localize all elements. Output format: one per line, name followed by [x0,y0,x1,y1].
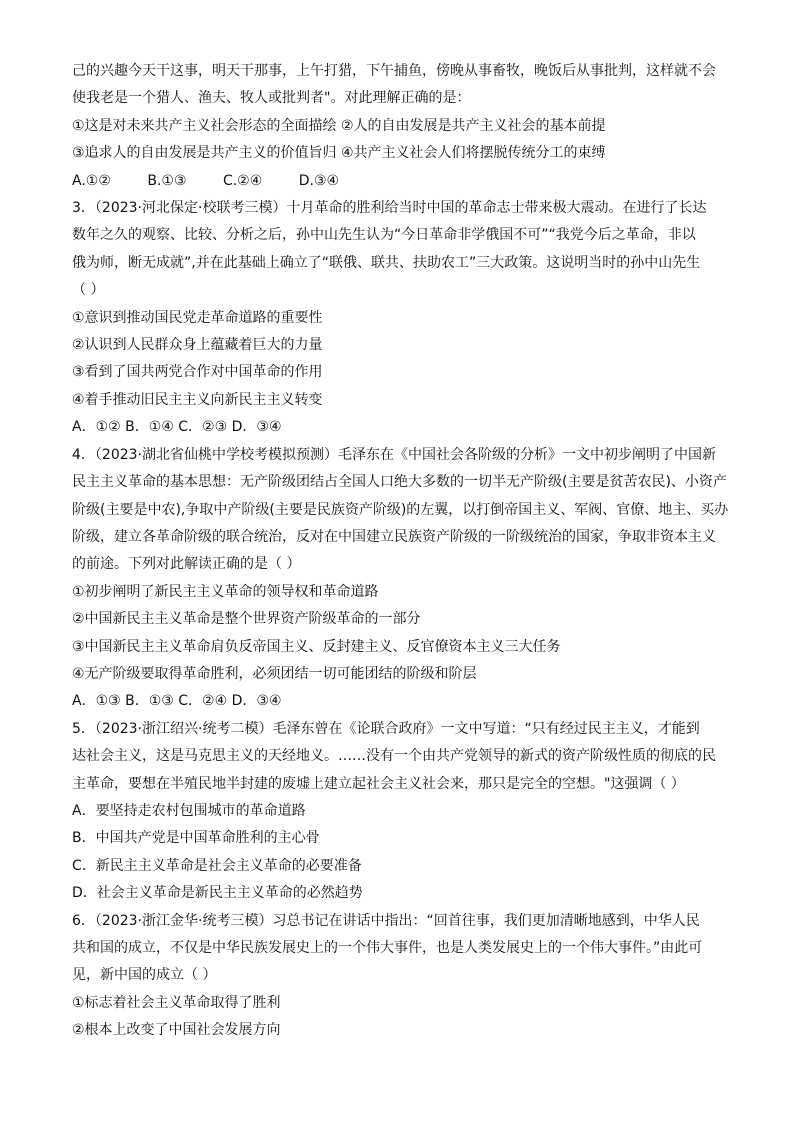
q6-stem-line: 共和国的成立，不仅是中华民族发展史上的一个伟大事件，也是人类发展史上的一个伟大事件。”由此可 [72,940,703,956]
q3-number: 3． [72,200,95,217]
document-page [72,58,729,1045]
q4-statement: ③中国新民主主义革命肩负反帝国主义、反封建主义、反官僚资本主义三大任务 [72,638,561,655]
q2-stem-line: 使我老是一个猎人、渔夫、牧人或批判者"。对此理解正确的是： [72,90,471,107]
q2-stem-line: 己的兴趣今天干这事，明天干那事，上午打猎，下午捕鱼，傍晚从事畜牧，晚饭后从事批判，这样就不会 [72,63,716,79]
q5-stem-line [72,716,722,743]
q3-stem-line: 俄为师，断无成就”,并在此基础上确立了“联俄、联共、扶助农工”三大政策。这说明当时的孙中山先生 [72,254,701,271]
q3-source: （2023·河北保定·校联考三模） [94,200,287,217]
q4-stem-line: 的前途。下列对此解读正确的是（ ） [72,556,301,573]
q3-statement: ②认识到人民群众身上蕴藏着巨大的力量 [72,337,323,354]
q5-choice-c: C．新民主主义革命是社会主义革命的必要准备 [72,857,362,874]
q4-source: （2023·湖北省仙桃中学校考模拟预测） [94,446,339,463]
q2-statement-line: ③追求人的自由发展是共产主义的价值旨归 ④共产主义社会人们将摆脱传统分工的束缚 [72,145,606,162]
q2-option-b: B.①③ [147,172,187,189]
q4-statement: ④无产阶级要取得革命胜利，必须团结一切可能团结的阶级和阶层 [72,665,477,682]
q5-stem-text: 毛泽东曾在《论联合政府》一文中写道：“只有经过民主主义，才能到 [272,720,700,737]
q4-stem-line: 阶级，建立各革命阶级的联合统治，反对在中国建立民族资产阶级的一阶级统治的国家，争取非资本主义 [72,528,716,545]
q3-answer-blank: （ ） [72,282,105,299]
q2-option-c: C.②④ [222,172,263,189]
q3-stem-line [72,195,722,222]
q3-statement: ④着手推动旧民主主义向新民主主义转变 [72,391,323,408]
q2-statement-line: ①这是对未来共产主义社会形态的全面描绘 ②人的自由发展是共产主义社会的基本前提 [72,117,606,134]
q4-stem-line: 民主主义革命的基本思想：无产阶级团结占全国人口绝大多数的一切半无产阶级(主要是贫苦农民)、小资产 [72,474,727,491]
q5-stem-line: 主革命，要想在半殖民地半封建的废墟上建立起社会主义社会来，那只是完全的空想。"这强调（ ） [72,775,685,792]
q5-choice-b: B．中国共产党是中国革命胜利的主心骨 [72,830,320,847]
q3-statement: ③看到了国共两党合作对中国革命的作用 [72,364,323,381]
q6-stem-text: 习总书记在讲话中指出：“回首往事，我们更加清晰地感到，中华人民 [272,912,700,929]
q6-stem-line [72,908,722,935]
q4-statement: ②中国新民主主义革命是整个世界资产阶级革命的一部分 [72,611,421,628]
q4-stem-text: 毛泽东在《中国社会各阶级的分析》一文中初步阐明了中国新 [338,446,717,463]
q5-number: 5． [72,720,95,737]
q3-statement: ①意识到推动国民党走革命道路的重要性 [72,309,323,326]
q6-source: （2023·浙江金华·统考三模） [94,912,273,929]
q4-number: 4． [72,446,95,463]
q2-options [72,168,722,195]
q5-choice-d: D．社会主义革命是新民主主义革命的必然趋势 [72,885,363,902]
q2-option-d: D.③④ [298,172,340,189]
q5-choice-a: A．要坚持走农村包围城市的革命道路 [72,802,306,819]
q3-options: A．①② B．①④ C．②③ D．③④ [72,419,282,436]
q4-options: A．①③ B．①③ C．②④ D．③④ [72,693,282,710]
q3-stem-line: 数年之久的观察、比较、分析之后，孙中山先生认为“今日革命非学俄国不可”“我党今后之革命，非以 [72,227,696,244]
q5-source: （2023·浙江绍兴·统考二模） [94,720,273,737]
q6-statement: ②根本上改变了中国社会发展方向 [72,1022,281,1039]
q6-number: 6． [72,912,95,929]
q5-stem-line: 达社会主义，这是马克思主义的天经地义。……没有一个由共产党领导的新式的资产阶级性质的彻底的民 [72,748,716,765]
q2-option-a: A.①② [72,172,111,189]
q4-stem-line [72,442,722,469]
q6-stem-line: 见，新中国的成立（ ） [72,967,217,984]
q4-stem-line: 阶级(主要是中农),争取中产阶级(主要是民族资产阶级)的左翼，以打倒帝国主义、军阀、官僚、地主、买办 [72,501,729,518]
q6-statement: ①标志着社会主义革命取得了胜利 [72,994,281,1011]
q4-statement: ①初步阐明了新民主主义革命的领导权和革命道路 [72,583,379,600]
q3-stem-text: 十月革命的胜利给当时中国的革命志士带来极大震动。在进行了长达 [286,200,707,217]
